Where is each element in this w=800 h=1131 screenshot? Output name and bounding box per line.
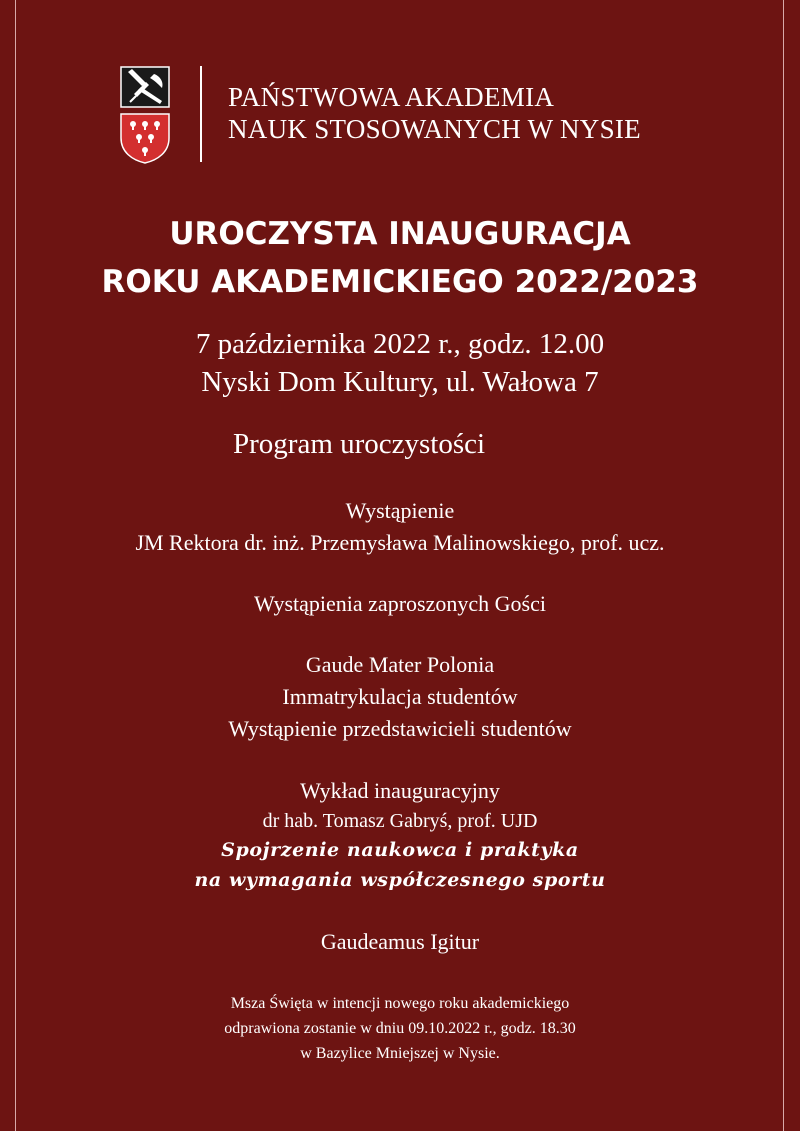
right-border-line: [783, 0, 784, 1131]
left-border-line: [15, 0, 16, 1131]
program-closing-song: Gaudeamus Igitur: [320, 929, 480, 954]
mass-info-line1: Msza Święta w intencji nowego roku akademickiego: [230, 995, 570, 1012]
event-venue: Nyski Dom Kultury, ul. Wałowa 7: [201, 366, 599, 398]
program-lecture-label: Wykład inauguracyjny: [300, 778, 500, 803]
program-heading: Program uroczystości: [233, 428, 486, 460]
lecture-title-line1: Spojrzenie naukowca i praktyka: [221, 839, 579, 861]
event-info: [0, 325, 800, 401]
program-lecturer: dr hab. Tomasz Gabryś, prof. UJD: [262, 810, 538, 832]
mass-info: [0, 991, 800, 1066]
header-divider: [200, 66, 202, 162]
university-crest-logo: [120, 66, 170, 164]
event-title: [0, 210, 800, 306]
program-matriculation: Immatrykulacja studentów: [282, 684, 518, 709]
event-title-line1: UROCZYSTA INAUGURACJA: [169, 216, 631, 252]
program-students-speech: Wystąpienie przedstawicieli studentów: [228, 716, 572, 741]
lecture-title-line2: na wymagania współczesnego sportu: [194, 869, 606, 891]
institution-name-line2: NAUK STOSOWANYCH W NYSIE: [228, 114, 641, 144]
program-guests: Wystąpienia zaproszonych Gości: [254, 591, 546, 616]
event-title-line2: ROKU AKADEMICKIEGO 2022/2023: [101, 264, 699, 300]
event-datetime: 7 października 2022 r., godz. 12.00: [195, 328, 605, 360]
mass-info-line2: odprawiona zostanie w dniu 09.10.2022 r., godz. 18.30: [224, 1020, 576, 1037]
program-speech-rector: JM Rektora dr. inż. Przemysława Malinowskiego, prof. ucz.: [135, 530, 665, 555]
lecture-title: [0, 835, 800, 895]
program-anthem: Gaude Mater Polonia: [305, 652, 495, 677]
institution-name-line1: PAŃSTWOWA AKADEMIA: [228, 82, 555, 112]
program-speech-label: Wystąpienie: [345, 498, 455, 523]
institution-name: [228, 81, 641, 145]
mass-info-line3: w Bazylice Mniejszej w Nysie.: [300, 1045, 500, 1062]
